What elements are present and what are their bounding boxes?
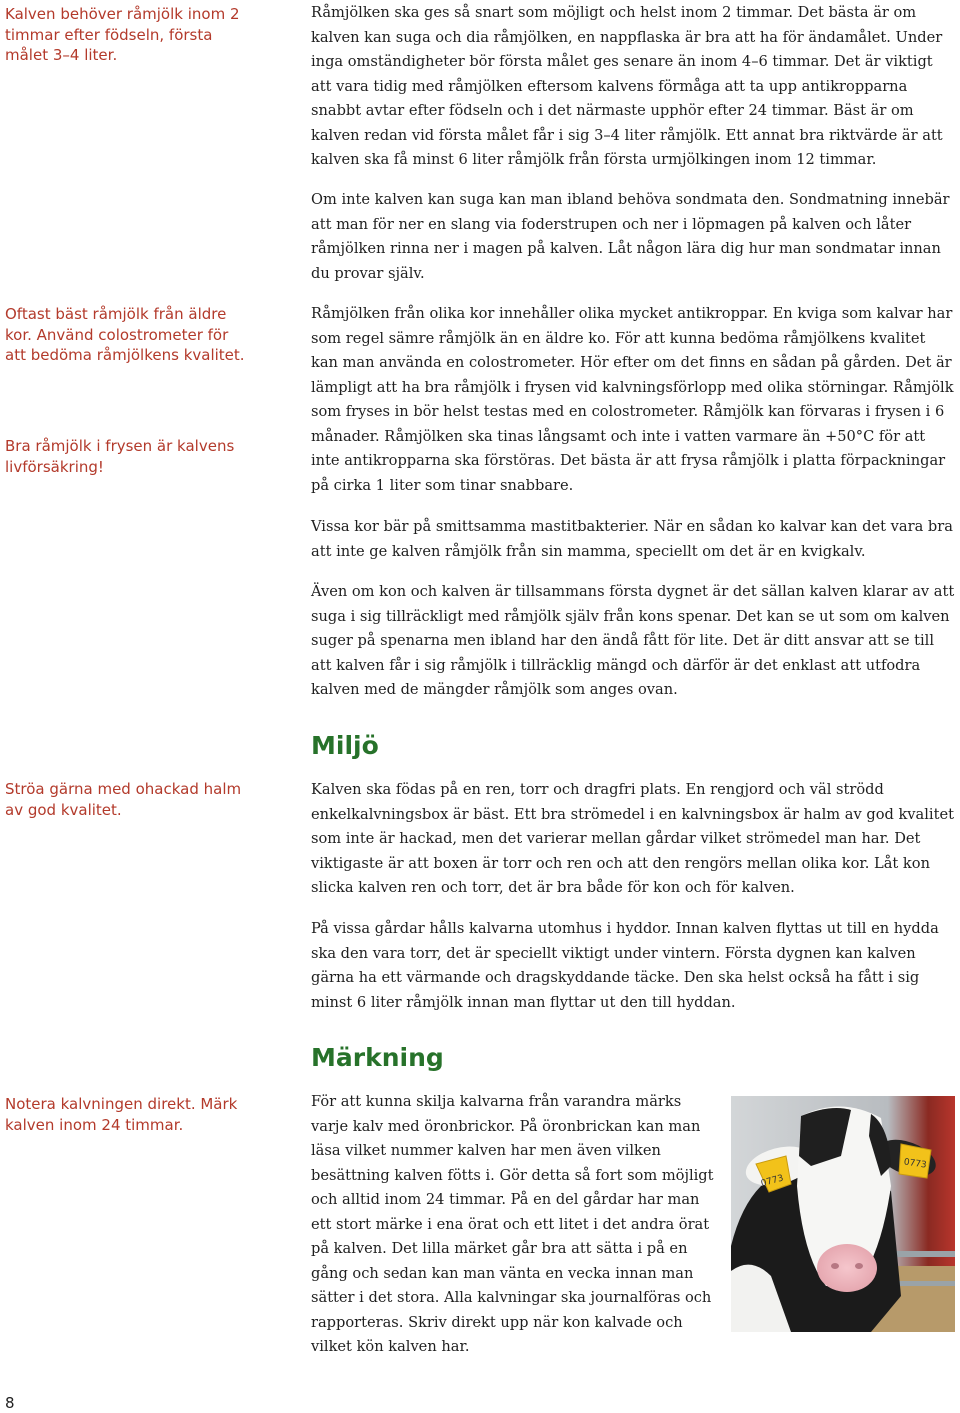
- paragraph-colostrum-quality: Råmjölken från olika kor innehåller olika mycket antikroppar. En kviga som kalvar har som regel sämre råmjölk än en äldre ko. För att kunna bedöma råmjölkens kvalitet kan man använda en colostrometer. Hör efter om det finns en sådan på gården. Det är lämpligt att ha bra råmjölk i frysen vid kalvningsförlopp med olika störningar. Råmjölk som fryses in bör helst testas med en colostrometer. Råmjölk kan förvaras i frysen i 6 månader. Råmjölken ska tinas långsamt och inte i vatten varmare än +50°C för att inte antikropparna ska förstöras. Det bästa är att frysa råmjölk i platta förpackningar på cirka 1 liter som tinar snabbare.: [311, 305, 954, 494]
- paragraph-ear-tags: För att kunna skilja kalvarna från varandra märks varje kalv med öronbrickor. På öronbrickan kan man läsa vilket nummer kalven har men även vilken besättning kalven fötts i. Gör detta så fort som möjligt och alltid inom 24 timmar. På en del gårdar har man ett stort märke i ena örat och ett litet i det andra örat på kalven. Det lilla märket går bra att sätta i på en gång och sedan kan man vänta en vecka innan man sätter i det stora. Alla kalvningar ska journalföras och rapporteras. Skriv direkt upp när kon kalvade och vilket kön kalven har.: [311, 1093, 714, 1355]
- paragraph-calf-hutches: På vissa gårdar hålls kalvarna utomhus i hyddor. Innan kalven flyttas ut till en hydda ska den vara torr, det är speciellt viktigt under vintern. Första dygnen kan kalven gärna ha ett värmande och dragskyddande täcke. Den ska helst också ha fått i sig minst 6 liter råmjölk innan man flyttar ut den till hyddan.: [311, 920, 939, 1011]
- heading-miljo: Miljö: [311, 731, 379, 760]
- body-section-suckling: [311, 580, 956, 703]
- calf-nostril-right: [855, 1263, 863, 1269]
- paragraph-suckling: Även om kon och kalven är tillsammans första dygnet är det sällan kalven klarar av att suga i sig tillräckligt med råmjölk själv från kons spenar. Det kan se ut som om kalven suger på spenarna men ibland har den ändå fått för lite. Det är ditt ansvar att se till att kalven får i sig råmjölk i tillräcklig mängd och därför är det enklast att utfodra kalven med de mängder råmjölk som anges ovan.: [311, 583, 955, 698]
- body-section-marking: [311, 1090, 716, 1360]
- body-section-mastitis: [311, 515, 956, 564]
- paragraph-colostrum-timing: Råmjölken ska ges så snart som möjligt och helst inom 2 timmar. Det bästa är om kalven kan suga och dia råmjölken, en nappflaska är bra att ha för ändamålet. Under inga omständigheter bör första målet ges senare än inom 4–6 timmar. Det är viktigt att vara tidig med råmjölken eftersom kalvens förmåga att ta upp antikropparna snabbt avtar efter födseln och i det närmaste upphör efter 24 timmar. Bäst är om kalven redan vid första målet får i sig 3–4 liter råmjölk. Ett annat bra riktvärde är att kalven ska få minst 6 liter råmjölk från första urmjölkingen inom 12 timmar.: [311, 4, 943, 168]
- body-section-colostrum-quality: [311, 302, 956, 498]
- margin-note-marking: Notera kalvningen direkt. Märk kalven inom 24 timmar.: [5, 1095, 238, 1134]
- paragraph-calving-box: Kalven ska födas på en ren, torr och dragfri plats. En rengjord och väl strödd enkelkalvningsbox är bäst. Ett bra strömedel i en kalvningsbox är halm av god kvalitet som inte är hackad, men det varierar mellan gårdar vilket strömedel man har. Det viktigaste är att boxen är torr och ren och att den rengörs mellan olika kor. Låt kon slicka kalven ren och torr, det är bra både för kon och för kalven.: [311, 781, 954, 896]
- paragraph-tube-feeding: Om inte kalven kan suga kan man ibland behöva sondmata den. Sondmatning innebär att man för ner en slang via foderstrupen och ner i löpmagen på kalven och låter råmjölken rinna ner i magen på kalven. Låt någon lära dig hur man sondmatar innan du provar själv.: [311, 191, 950, 282]
- margin-note-straw: Ströa gärna med ohackad halm av god kvalitet.: [5, 780, 242, 819]
- calf-illustration: [731, 1096, 955, 1332]
- calf-photo: [731, 1096, 955, 1332]
- page-number: 8: [5, 1394, 15, 1412]
- margin-note-colostrometer: Oftast bäst råmjölk från äldre kor. Använd colostrometer för att bedöma råmjölkens kvalitet.: [5, 305, 245, 364]
- paragraph-mastitis: Vissa kor bär på smittsamma mastitbakterier. När en sådan ko kalvar kan det vara bra att inte ge kalven råmjölk från sin mamma, speciellt om det är en kvigkalv.: [311, 518, 953, 560]
- heading-markning: Märkning: [311, 1043, 444, 1072]
- body-section-colostrum: [311, 1, 956, 173]
- body-section-tube-feeding: [311, 188, 956, 286]
- ear-tag-left-number: 0773: [759, 1173, 785, 1190]
- body-section-environment: [311, 778, 956, 901]
- ear-tag-right-number: 0773: [903, 1157, 928, 1171]
- calf-muzzle: [817, 1244, 877, 1292]
- margin-note-colostrum-timing: Kalven behöver råmjölk inom 2 timmar efter födseln, första målet 3–4 liter.: [5, 5, 240, 64]
- body-section-hutches: [311, 917, 956, 1015]
- margin-note-freezer: Bra råmjölk i frysen är kalvens livförsäkring!: [5, 437, 235, 476]
- calf-nostril-left: [831, 1263, 839, 1269]
